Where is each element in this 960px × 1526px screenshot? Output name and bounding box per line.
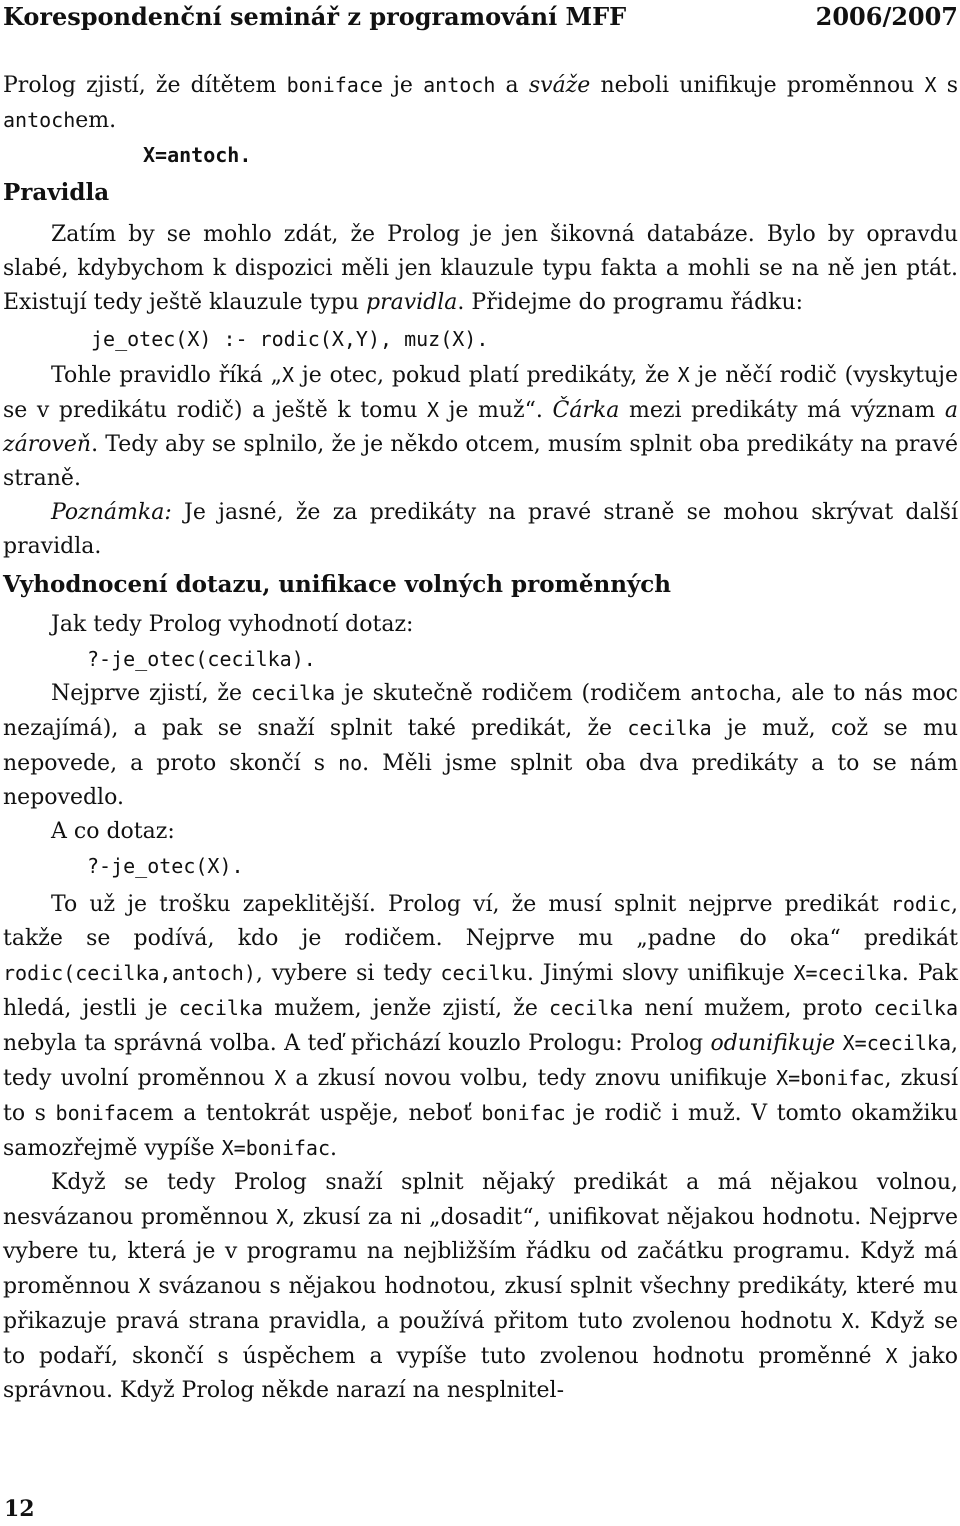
intro-paragraph: Prolog zjistí, že dítětem boniface je antoch a sváže neboli unifikuje proměnnou X s antochem. [3, 73, 959, 133]
rule-code: je_otec(X) :- rodic(X,Y), muz(X). [91, 327, 489, 351]
page-content [3, 68, 958, 1408]
note-paragraph: Poznámka: Je jasné, že za predikáty na pravé straně se mohou skrývat další pravidla. [3, 500, 958, 559]
query-2-code: ?-je_otec(X). [87, 854, 244, 878]
note-label: Poznámka: [51, 500, 172, 525]
query-2-explanation: To už je trošku zapeklitější. Prolog ví, že musí splnit nejprve predikát rodic, takže se podívá, kdo je rodičem. Nejprve mu „padne do oka“ predikát rodic(cecilka,antoch), vybere si tedy cecilku. Jinými slovy unifikuje X=cecilka. Pak hledá, jestli je cecilka mužem, jenže zjistí, že cecilka není mužem, proto cecilka nebyla ta správná volba. A teď přichází kouzlo Prologu: Prolog odunifikuje X=cecilka, tedy uvolní proměnnou X a zkusí novou volbu, tedy znovu unifikuje X=bonifac, zkusí to s bonifacem a tentokrát uspěje, neboť bonifac je rodič i muž. V tomto okamžiku samozřejmě vypíše X=bonifac. [3, 892, 959, 1161]
query-2-intro: A co dotaz: [51, 819, 175, 844]
unification-paragraph: Když se tedy Prolog snaží splnit nějaký predikát a má nějakou volnou, nesvázanou proměnnou X, zkusí za ni „dosadit“, unifikovat nějakou hodnotu. Nejprve vybere tu, která je v programu na nejbližším řádku od začátku programu. Když má proměnnou X svázanou s nějakou hodnotou, zkusí splnit všechny predikáty, které mu přikazuje pravá strana pravidla, a používá přitom tuto zvolenou hodnotu X. Když se to podaří, skončí s úspěchem a vypíše tuto zvolenou hodnotu proměnné X jako správnou. Když Prolog někde narazí na nesplnitel- [3, 1170, 959, 1403]
query-1-explanation: Nejprve zjistí, že cecilka je skutečně rodičem (rodičem antocha, ale to nás moc nezajímá), a pak se snaží splnit také predikát, že cecilka je muž, což se mu nepovede, a proto skončí s no. Měli jsme splnit oba dva predikáty a to se nám nepovedlo. [3, 681, 959, 810]
page-number: 12 [4, 1496, 35, 1522]
result-output: X=antoch. [143, 143, 252, 167]
query-1-intro: Jak tedy Prolog vyhodnotí dotaz: [51, 612, 414, 637]
header-title: Korespondenční seminář z programování MFF [3, 2, 627, 31]
pravidla-paragraph-2: Tohle pravidlo říká „X je otec, pokud platí predikáty, že X je něčí rodič (vyskytuje se v predikátu rodič) a ještě k tomu X je muž“. Čárka mezi predikáty má význam a zároveň. Tedy aby se splnilo, že je někdo otcem, musím splnit oba predikáty na pravé straně. [3, 363, 959, 491]
query-1-code: ?-je_otec(cecilka). [87, 647, 316, 671]
running-header [3, 0, 958, 40]
header-year: 2006/2007 [815, 2, 958, 31]
pravidla-paragraph-1: Zatím by se mohlo zdát, že Prolog je jen šikovná databáze. Bylo by opravdu slabé, kdybychom k dispozici měli jen klauzule typu fakta a mohli se na ně jen ptát. Existují tedy ještě klauzule typu pravidla. Přidejme do programu řádku: [3, 222, 958, 315]
pravidla-heading: Pravidla [3, 179, 110, 206]
section-heading: Vyhodnocení dotazu, unifikace volných proměnných [3, 571, 672, 598]
